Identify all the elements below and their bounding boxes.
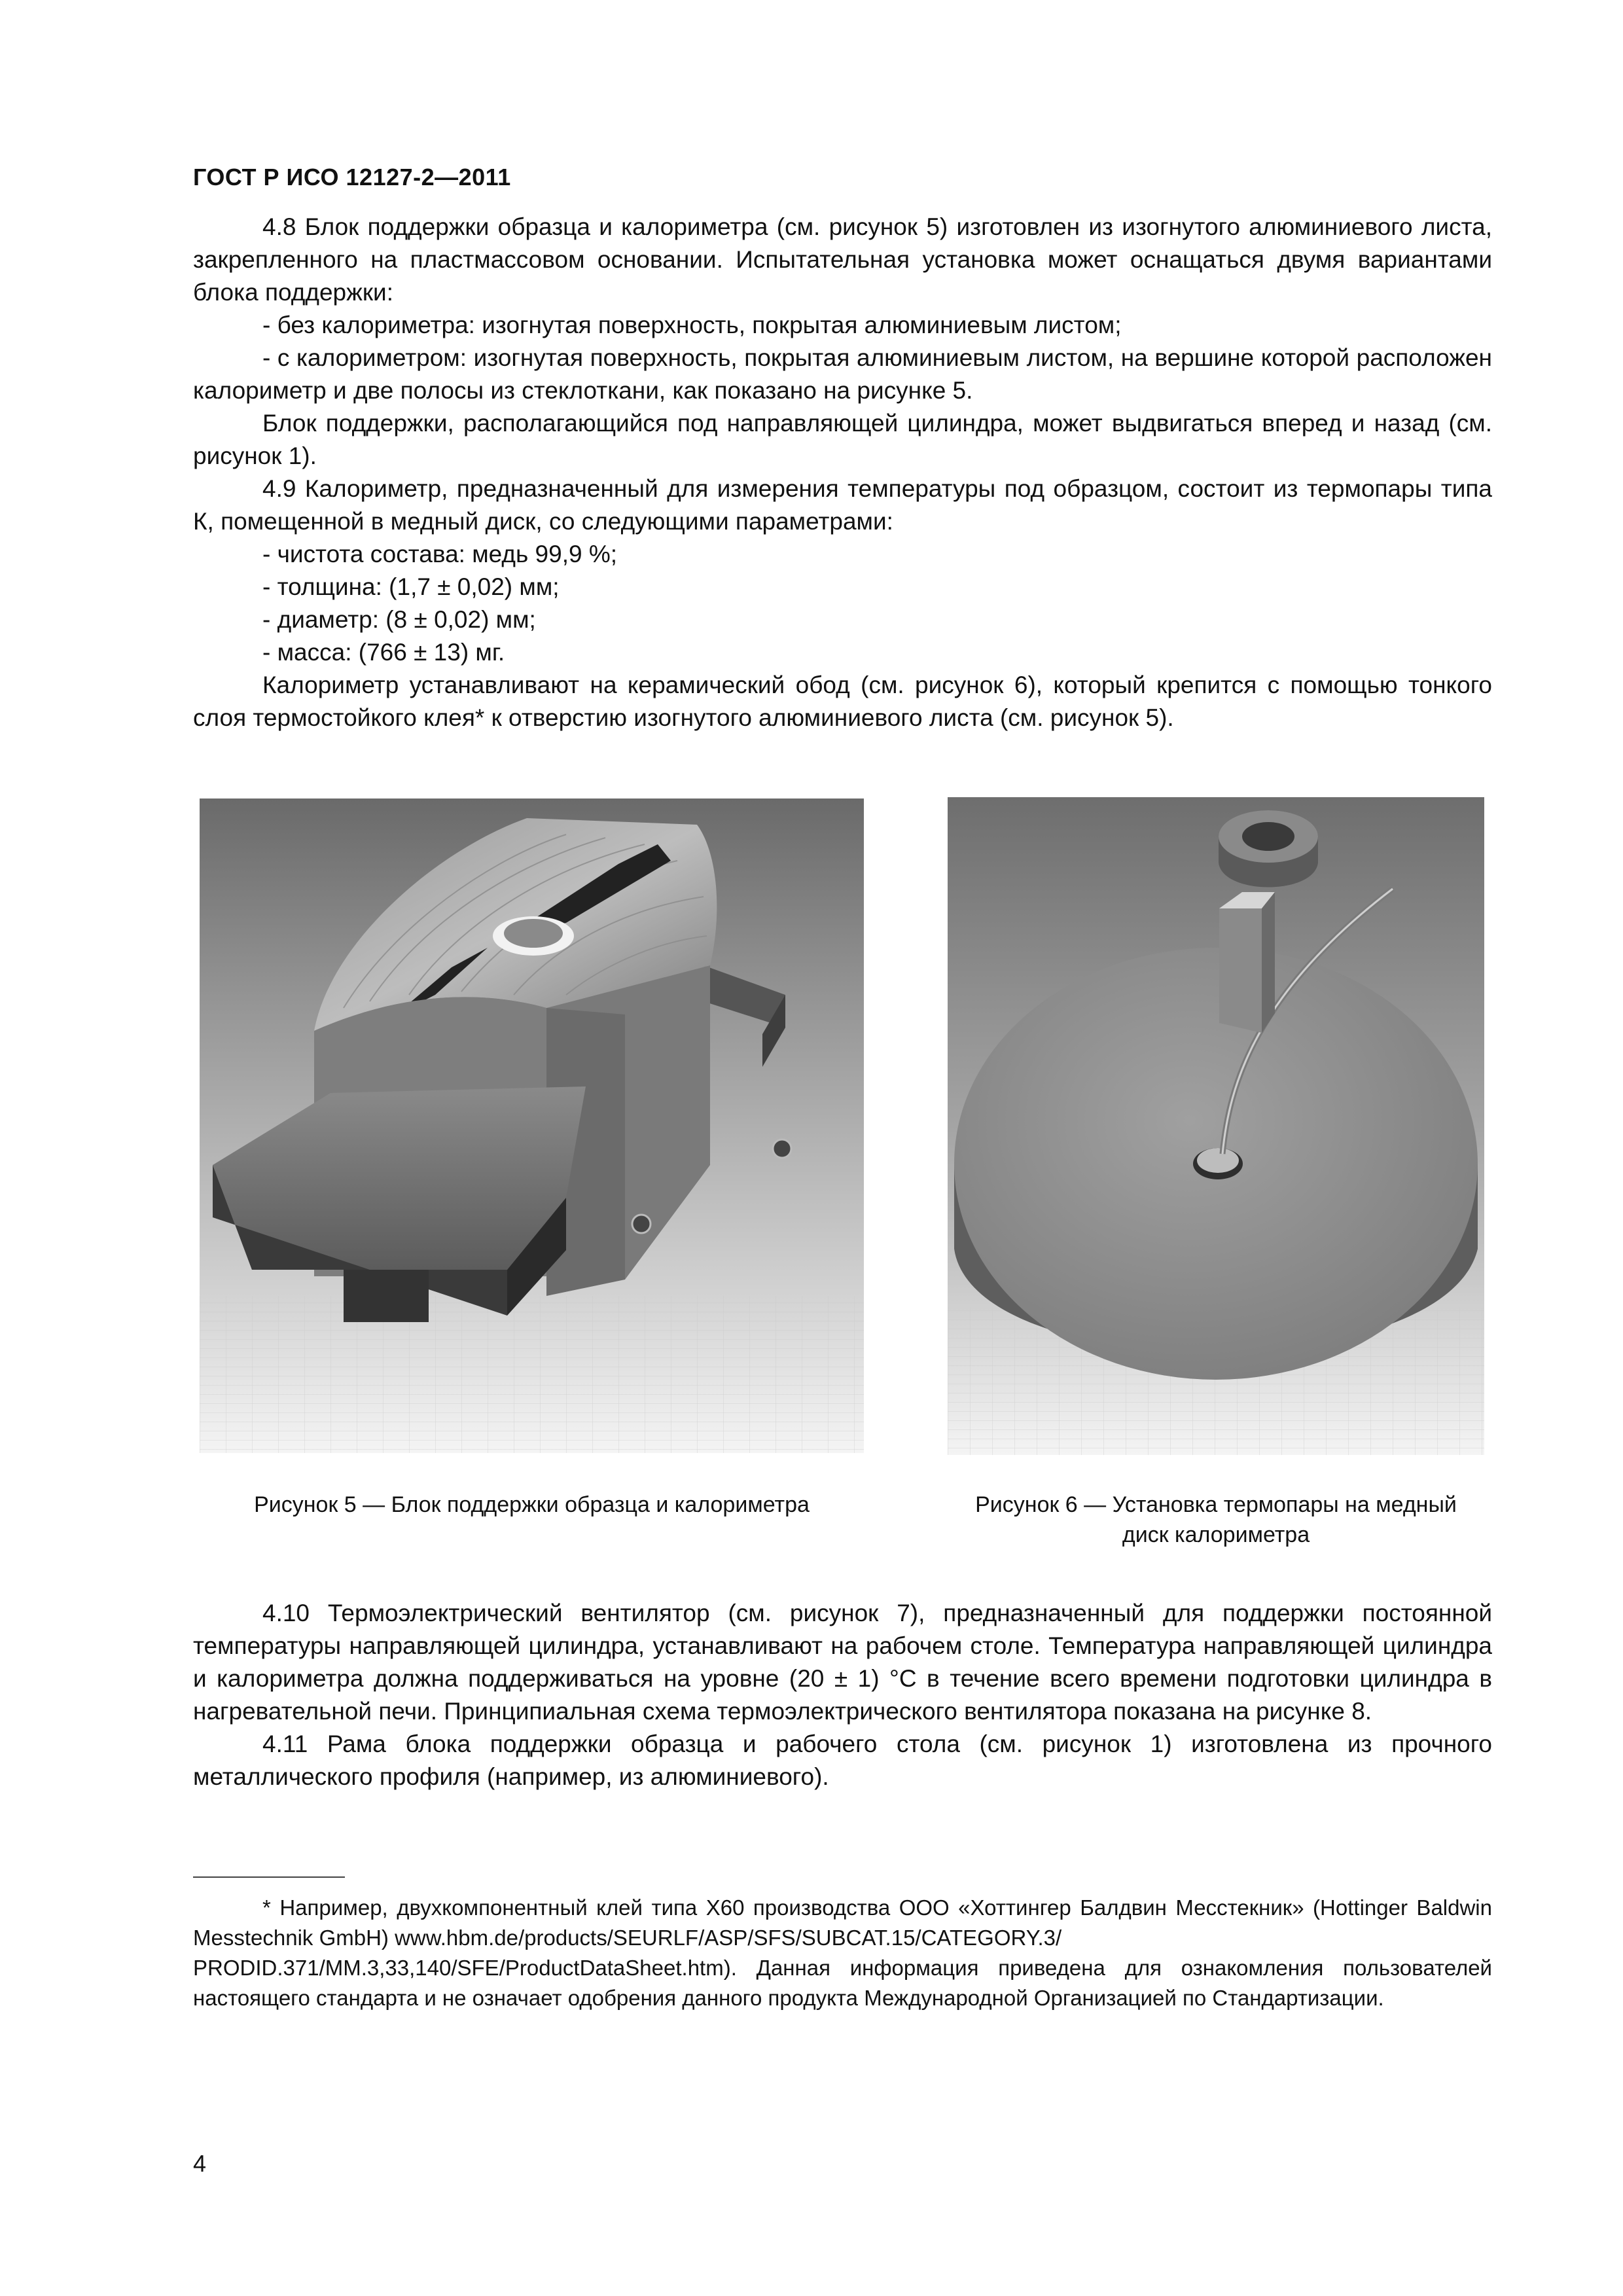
footnote-divider <box>193 1876 345 1878</box>
list-item: - масса: (766 ± 13) мг. <box>262 639 505 666</box>
figure-6-caption-line1: Рисунок 6 — Установка термопары на медный <box>975 1492 1457 1517</box>
footnote-text-2: PRODID.371/MM.3,33,140/SFE/ProductDataSheet.htm). Данная информация приведена для ознакомления пользователей настоящего стандарта и не означает одобрения данного продукта Международной Организацией по Стандартизации. <box>193 1956 1492 2010</box>
paragraph: 4.11 Рама блока поддержки образца и рабочего стола (см. рисунок 1) изготовлена из прочного металлического профиля (например, из алюминиевого). <box>193 1731 1492 1790</box>
list-item: - толщина: (1,7 ± 0,02) мм; <box>262 573 560 600</box>
figure-6-caption-line2: диск калориметра <box>1122 1522 1310 1547</box>
paragraph: Калориметр устанавливают на керамический обод (см. рисунок 6), который крепится с помощью тонкого слоя термостойкого клея* к отверстию изогнутого алюминиевого листа (см. рисунок 5). <box>193 672 1492 731</box>
figure-5-caption: Рисунок 5 — Блок поддержки образца и калориметра <box>254 1492 810 1517</box>
figure-6-caption <box>929 1490 1503 1550</box>
figure-6-thermocouple-disk <box>948 797 1484 1455</box>
section-text-bottom <box>193 1597 1492 1793</box>
list-item: - с калориметром: изогнутая поверхность, покрытая алюминиевым листом, на вершине которой расположен калориметр и две полосы из стеклоткани, как показано на рисунке 5. <box>193 344 1492 404</box>
list-item: - без калориметра: изогнутая поверхность, покрытая алюминиевым листом; <box>262 312 1122 338</box>
paragraph: 4.9 Калориметр, предназначенный для измерения температуры под образцом, состоит из термопары типа К, помещенной в медный диск, со следующими параметрами: <box>193 475 1492 535</box>
paragraph: 4.10 Термоэлектрический вентилятор (см. рисунок 7), предназначенный для поддержки постоянной температуры направляющей цилиндра, устанавливают на рабочем столе. Температура направляющей цилиндра и калориметра должна поддерживаться на уровне (20 ± 1) °С в течение всего времени подготовки цилиндра в нагревательной печи. Принципиальная схема термоэлектрического вентилятора показана на рисунке 8. <box>193 1600 1492 1725</box>
paragraph: 4.8 Блок поддержки образца и калориметра (см. рисунок 5) изготовлен из изогнутого алюминиевого листа, закрепленного на пластмассовом основании. Испытательная установка может оснащаться двумя вариантами блока поддержки: <box>193 213 1492 306</box>
footnote-text-1: * Например, двухкомпонентный клей типа X60 производства ООО «Хоттингер Балдвин Месстекник» (Hottinger Baldwin Messtechnik GmbH) www.hbm.de/products/SEURLF/ASP/SFS/SUBCAT.15/CATEGORY.3/ <box>193 1895 1492 1950</box>
figure-5-support-block <box>200 798 864 1453</box>
footnote <box>193 1893 1492 2013</box>
list-item: - диаметр: (8 ± 0,02) мм; <box>262 606 536 633</box>
section-text-top <box>193 211 1492 734</box>
page-number: 4 <box>193 2150 207 2177</box>
document-header: ГОСТ Р ИСО 12127-2—2011 <box>193 164 511 190</box>
paragraph: Блок поддержки, располагающийся под направляющей цилиндра, может выдвигаться вперед и назад (см. рисунок 1). <box>193 410 1492 469</box>
list-item: - чистота состава: медь 99,9 %; <box>262 541 618 567</box>
